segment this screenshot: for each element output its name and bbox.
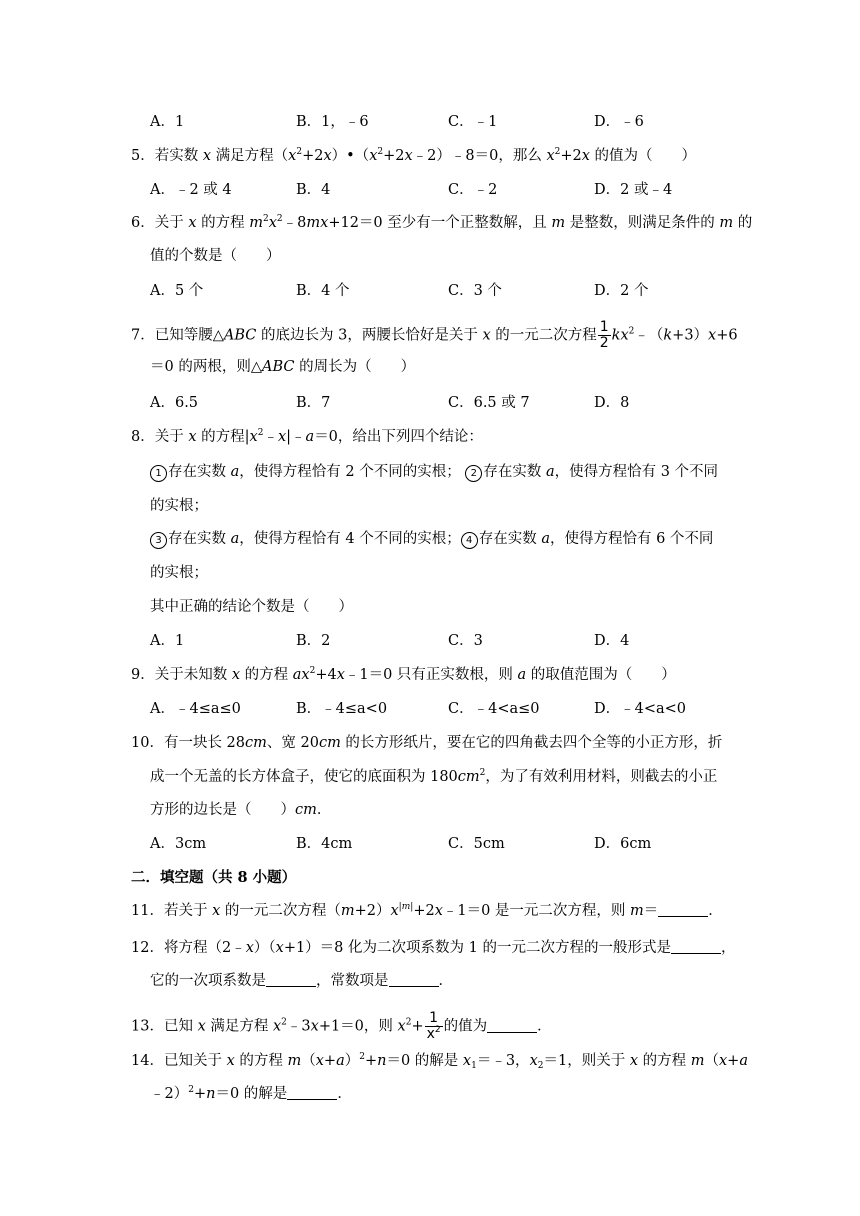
q10-option-b: B．4cm <box>296 836 353 852</box>
q10-stem-line2: 成一个无盖的长方体盒子，使它的底面积为 $180cm^2$，为了有效利用材料，则截去的小正 <box>150 768 718 785</box>
q11-stem: 11．若关于 x 的一元二次方程$(m+2)x^{|m|}+2x﹣1=0$ 是一元二次方程，则 m＝ ． <box>131 902 723 919</box>
q9-option-c: C．﹣4<a≤0 <box>448 701 540 717</box>
q4-option-b: B．1，﹣6 <box>296 114 369 130</box>
q7-option-a: A．6.5 <box>150 395 199 411</box>
q10-option-d: D．6cm <box>594 836 652 852</box>
q6-option-a: A．5 个 <box>150 283 204 299</box>
q5-option-b: B．4 <box>296 182 331 198</box>
q10-option-a: A．3cm <box>150 836 207 852</box>
q7-option-c: C．6.5 或 7 <box>448 395 530 411</box>
q14-stem: 14．已知关于 x 的方程 $m(x+a)^2+n=0$ 的解是 $x_1=﹣3$，$x_2=1$，则关于 x 的方程 m（x+a <box>131 1052 748 1071</box>
q5-option-c: C．﹣2 <box>448 182 498 198</box>
q8-question: 其中正确的结论个数是（ ） <box>150 599 353 615</box>
q6-stem-line2: 值的个数是（ ） <box>150 248 281 264</box>
q9-option-a: A．﹣4≤a≤0 <box>150 701 241 717</box>
q7-option-d: D．8 <box>594 395 630 411</box>
q6-option-d: D．2 个 <box>594 283 649 299</box>
q13-stem: 13．已知 x 满足方程 $x^2﹣3x+1=0$，则 $x^2+$ $\frac{1}{x^2}$ 的值为 ． <box>131 1010 552 1042</box>
q7-fraction: $\frac{1}{2}$ <box>599 319 609 351</box>
q9-stem: 9．关于未知数 x 的方程 $ax^2+4x﹣1=0$ 只有正实数根，则 a 的取值范围为（ ） <box>131 666 676 683</box>
q12-stem-line2: 它的一次项系数是 ，常数项是 ． <box>150 973 453 989</box>
q8-option-c: C．3 <box>448 633 483 649</box>
q14-stem-line2: ﹣2）$^2$+n＝0 的解是 ． <box>150 1085 352 1102</box>
q4-option-c: C．﹣1 <box>448 114 498 130</box>
circled-number-3: 3 <box>150 532 167 549</box>
q8-conclusion-4-cont: 的实根； <box>150 565 208 581</box>
q10-stem: 10．有一块长 28cm、宽 20cm 的长方形纸片，要在它的四角截去四个全等的小正方形，折 <box>131 735 723 751</box>
q7-stem: 7．已知等腰△ABC 的底边长为 3，两腰长恰好是关于 x 的一元二次方程 $\frac{1}{2}$ $kx^2﹣(k+3)x+6$ <box>131 319 738 351</box>
q12-answer-blank-2 <box>266 972 316 987</box>
circled-number-4: 4 <box>461 532 478 549</box>
q8-conclusion-2-cont: 的实根； <box>150 498 208 514</box>
q5-option-d: D．2 或﹣4 <box>594 182 673 198</box>
q6-option-c: C．3 个 <box>448 283 502 299</box>
q7-stem-line2: ＝0 的两根，则△ABC 的周长为（ ） <box>150 359 416 375</box>
q8-option-b: B．2 <box>296 633 331 649</box>
q4-option-d: D．﹣6 <box>594 114 644 130</box>
q5-stem: 5．若实数 x 满足方程$(x^2+2x)•(x^2+2x﹣2)﹣8=0$，那么 $x^2+2x$ 的值为（ ） <box>131 147 697 164</box>
q9-option-b: B．﹣4≤a<0 <box>296 701 388 717</box>
q10-stem-line3: 方形的边长是（ ）cm． <box>150 802 332 818</box>
q6-option-b: B．4 个 <box>296 283 350 299</box>
q12-stem: 12．将方程（2﹣x）（x+1）＝8 化为二次项系数为 1 的一元二次方程的一般形式是 ， <box>131 940 736 956</box>
q8-conclusion-1-2: 1 存在实数 a，使得方程恰有 2 个不同的实根； 2 存在实数 a，使得方程恰有 3 个不同 <box>150 462 718 482</box>
q8-option-a: A．1 <box>150 633 185 649</box>
q8-stem: 8．关于 x 的方程$|x^2﹣x|﹣a=0$，给出下列四个结论： <box>131 428 483 445</box>
q8-option-d: D．4 <box>594 633 630 649</box>
q13-answer-blank <box>487 1018 537 1033</box>
circled-number-2: 2 <box>465 465 482 482</box>
q7-option-b: B．7 <box>296 395 331 411</box>
q12-answer-blank-1 <box>671 939 721 954</box>
q5-option-a: A．﹣2 或 4 <box>150 182 232 198</box>
q13-fraction: $\frac{1}{x^2}$ <box>426 1010 441 1042</box>
section-title: 二．填空题（共 8 小题） <box>131 869 297 886</box>
q4-option-a: A．1 <box>150 114 185 130</box>
q10-option-c: C．5cm <box>448 836 505 852</box>
q11-answer-blank <box>658 902 708 917</box>
q8-conclusion-3-4: 3 存在实数 a，使得方程恰有 4 个不同的实根； 4 存在实数 a，使得方程恰有 6 个不同 <box>150 529 713 549</box>
q9-option-d: D．﹣4<a<0 <box>594 701 687 717</box>
circled-number-1: 1 <box>150 465 167 482</box>
q6-stem: 6．关于 x 的方程 $m^2x^2﹣8mx+12=0$ 至少有一个正整数解，且 m 是整数，则满足条件的 m 的 <box>131 214 753 231</box>
q12-answer-blank-3 <box>389 972 439 987</box>
q14-answer-blank <box>287 1085 337 1100</box>
